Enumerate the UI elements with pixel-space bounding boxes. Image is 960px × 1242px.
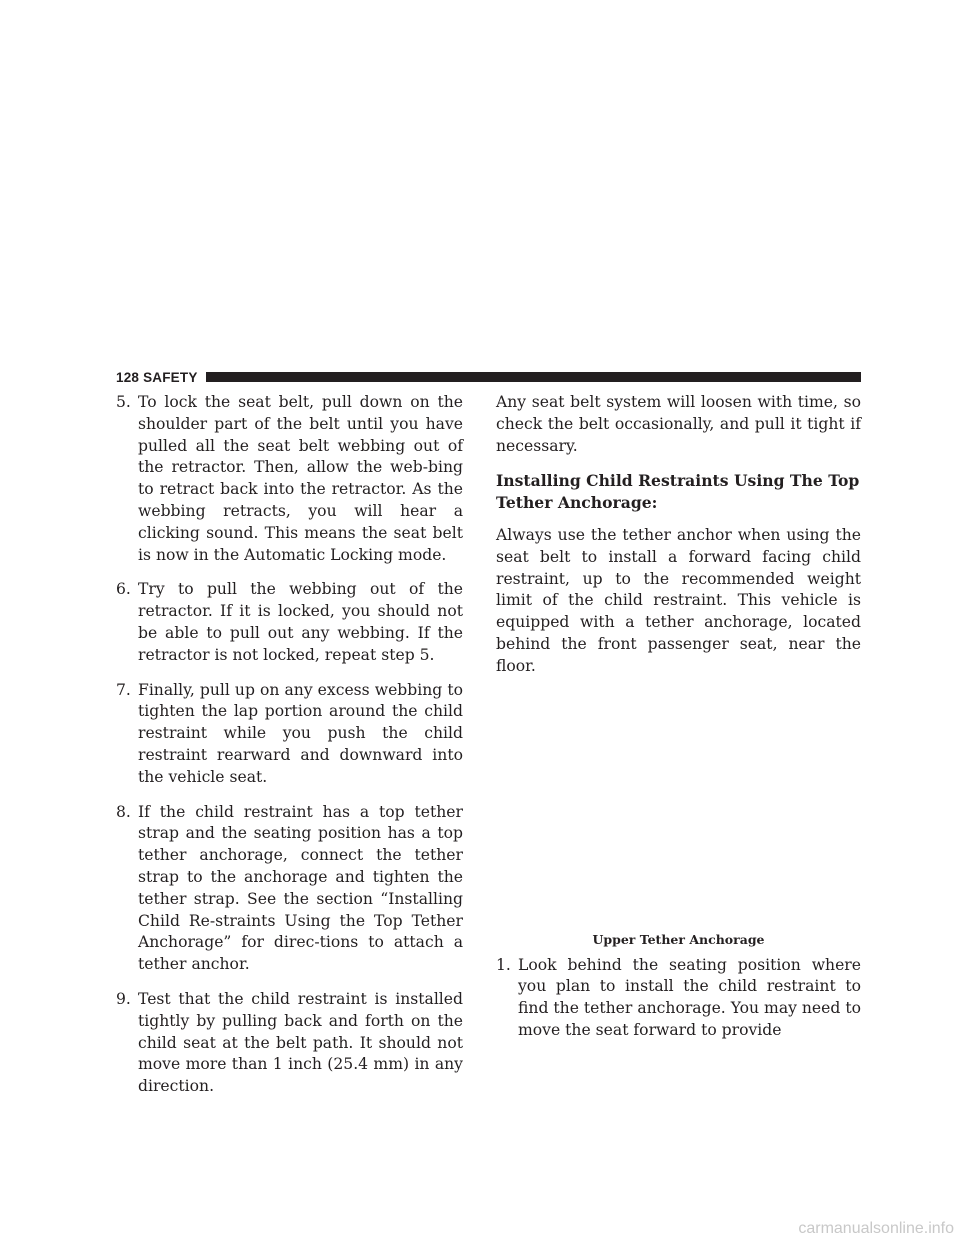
step-text: If the child restraint has a top tether strap and the seating position has a top tether anchorage, connect the tether strap to the anchorage and tighten the tether strap. See the section “Installing Child Re-straints Using the Top Tether Anchorage” for direc-tions to attach a tether anchor. [138, 802, 463, 974]
body-paragraph: Always use the tether anchor when using the seat belt to install a forward facing child restraint, up to the recommended weight limit of the child restraint. This vehicle is equipped with a tether anchorage, located behind the front passenger seat, near the floor. [496, 525, 861, 675]
step-number: 5. [116, 393, 131, 411]
list-item-step-8 [116, 802, 463, 976]
left-column [116, 392, 463, 1111]
step-number: 6. [116, 580, 131, 599]
step-number: 1. [496, 955, 511, 974]
list-item-step-9 [116, 989, 463, 1098]
intro-paragraph: Any seat belt system will loosen with time, so check the belt occasionally, and pull it tight if necessary. [496, 393, 861, 455]
list-item-step-5 [116, 392, 463, 566]
step-text: Finally, pull up on any excess webbing to tighten the lap portion around the child restraint while you push the child restraint rearward and downward into the vehicle seat. [138, 680, 463, 786]
page-number-section-label: 128 SAFETY [116, 369, 198, 385]
watermark: carmanualsonline.info [798, 1220, 954, 1237]
right-column [496, 392, 861, 1042]
figure-placeholder [496, 691, 861, 931]
step-text: Test that the child restraint is installed tightly by pulling back and forth on the child seat at the belt path. It should not move more than 1 inch (25.4 mm) in any direction. [138, 989, 463, 1096]
section-heading: Installing Child Restraints Using The Top Tether Anchorage: [496, 471, 860, 513]
header-rule [206, 372, 861, 382]
page-header [116, 369, 861, 385]
step-number: 8. [116, 802, 131, 821]
list-item-step-6 [116, 579, 463, 666]
list-item-step-7 [116, 680, 463, 789]
figure-caption: Upper Tether Anchorage [592, 931, 765, 947]
step-number: 9. [116, 989, 131, 1008]
step-text: Look behind the seating position where you plan to install the child restraint to find the tether anchorage. You may need to move the seat forward to provide [518, 955, 861, 1039]
step-text: To lock the seat belt, pull down on the shoulder part of the belt until you have pulled all the seat belt webbing out of the retractor. Then, allow the web-bing to retract back into the retractor. As the webbing retracts, you will hear a clicking sound. This means the seat belt is now in the Automatic Locking mode. [138, 393, 463, 564]
step-number: 7. [116, 680, 131, 699]
step-text: Try to pull the webbing out of the retractor. If it is locked, you should not be able to pull out any webbing. If the retractor is not locked, repeat step 5. [138, 580, 463, 664]
list-item-step-1 [496, 955, 861, 1042]
